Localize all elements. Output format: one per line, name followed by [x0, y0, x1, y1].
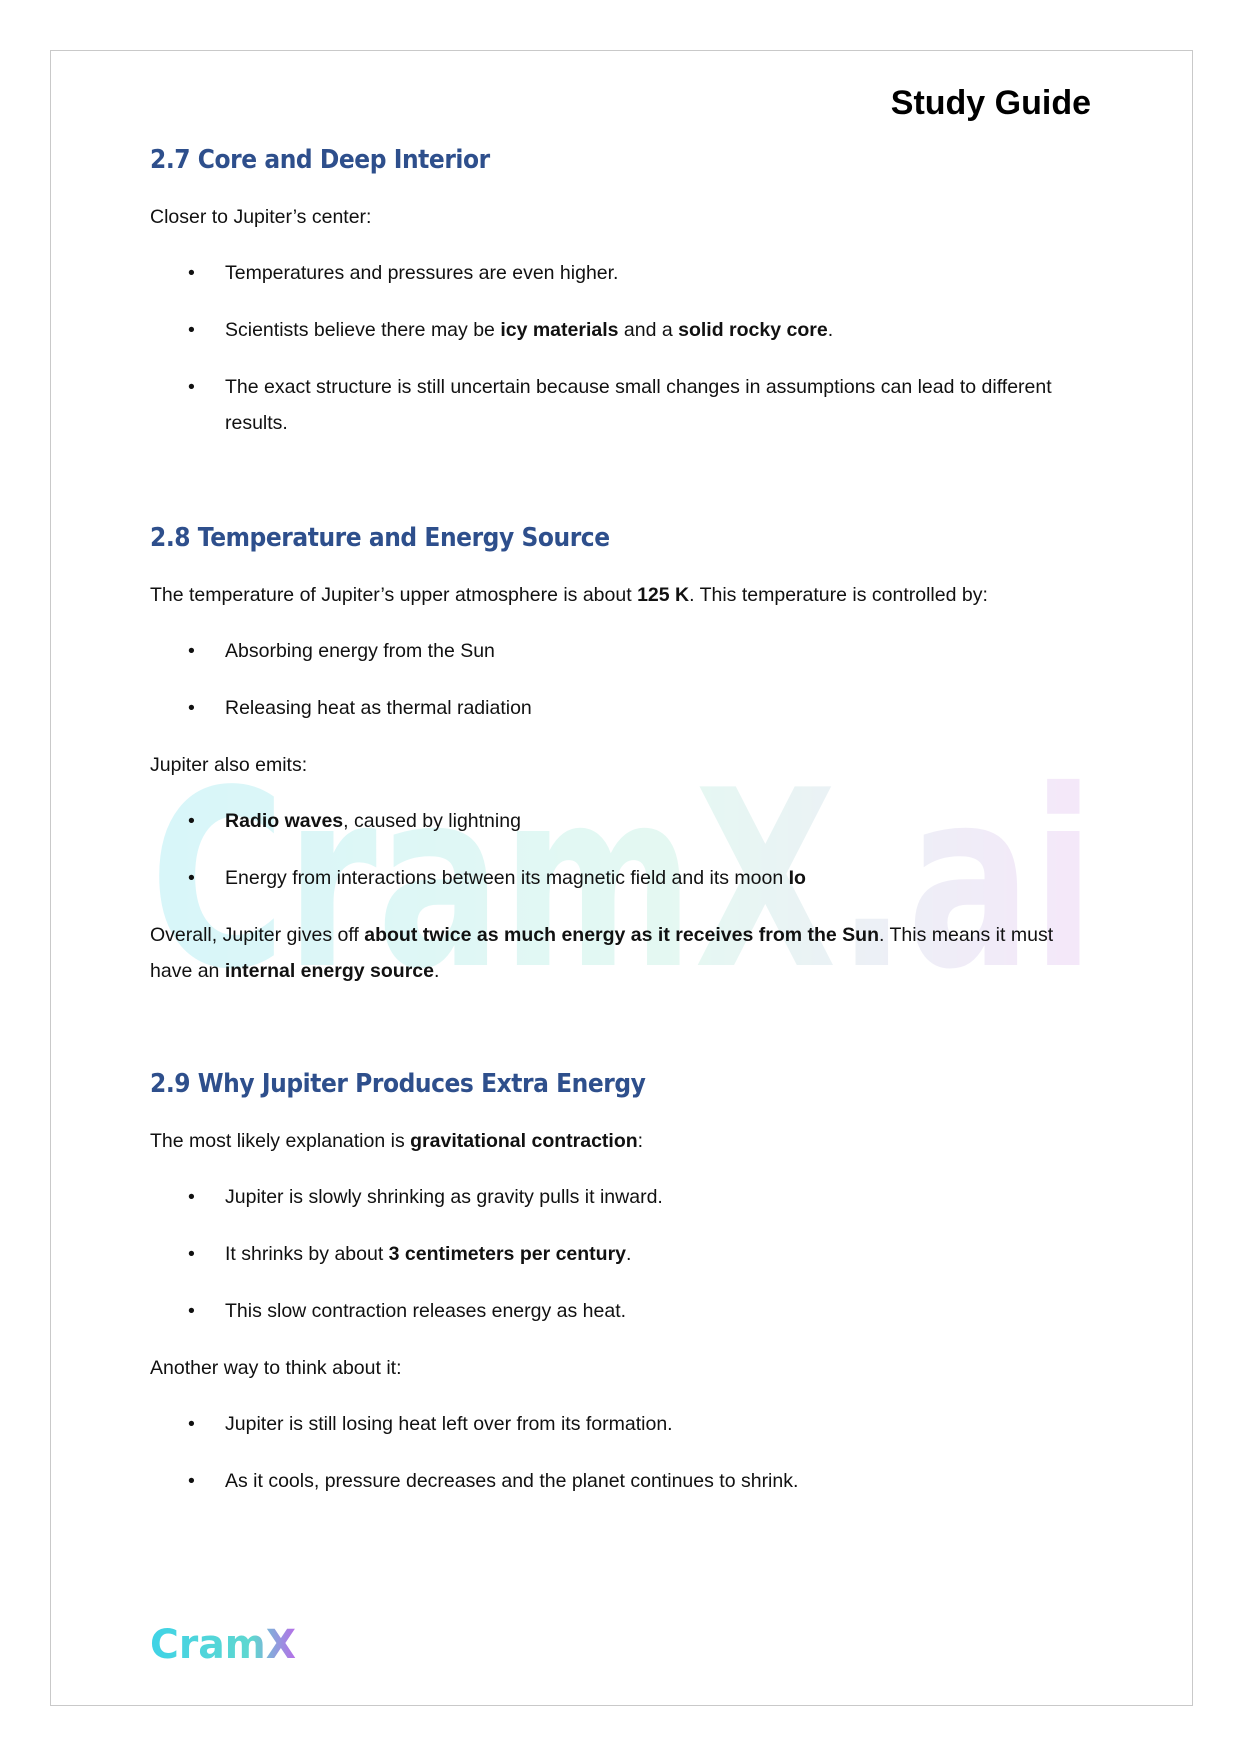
list-item: • The exact structure is still uncertain because small changes in assumptions can lead to different results.: [150, 369, 1090, 441]
bullet-icon: •: [188, 1243, 195, 1265]
bullet-list: [150, 1179, 1090, 1329]
bullet-icon: •: [188, 1413, 195, 1435]
bullet-icon: •: [188, 1470, 195, 1492]
section-2-7: [150, 145, 1090, 441]
bullet-list: [150, 803, 1090, 896]
bullet-icon: •: [188, 640, 195, 662]
section-intro: The temperature of Jupiter’s upper atmosphere is about 125 K. This temperature is controlled by:: [150, 584, 988, 606]
list-item: • This slow contraction releases energy as heat.: [150, 1293, 1090, 1329]
section-2-9: [150, 1069, 1090, 1499]
section-intro: The most likely explanation is gravitational contraction:: [150, 1130, 644, 1152]
main-content: [150, 145, 1090, 1520]
list-item: • Absorbing energy from the Sun: [150, 633, 1090, 669]
logo-text: CramX: [150, 1622, 297, 1668]
section-paragraph: Jupiter also emits:: [150, 754, 308, 776]
list-item: • Radio waves, caused by lightning: [150, 803, 1090, 839]
bullet-icon: •: [188, 376, 195, 398]
cramx-logo: [150, 1618, 300, 1668]
list-item: • Jupiter is slowly shrinking as gravity pulls it inward.: [150, 1179, 1090, 1215]
list-item: • Scientists believe there may be icy materials and a solid rocky core.: [150, 312, 1090, 348]
list-item: • Energy from interactions between its magnetic field and its moon Io: [150, 860, 1090, 896]
list-item: • Jupiter is still losing heat left over from its formation.: [150, 1406, 1090, 1442]
list-item: • Temperatures and pressures are even higher.: [150, 255, 1090, 291]
list-item: • It shrinks by about 3 centimeters per century.: [150, 1236, 1090, 1272]
bullet-icon: •: [188, 1186, 195, 1208]
bullet-icon: •: [188, 1300, 195, 1322]
section-heading: 2.8 Temperature and Energy Source: [150, 523, 610, 553]
bullet-icon: •: [188, 867, 195, 889]
bullet-icon: •: [188, 697, 195, 719]
list-item: • As it cools, pressure decreases and the planet continues to shrink.: [150, 1463, 1090, 1499]
document-title: Study Guide: [890, 84, 1091, 122]
bullet-icon: •: [188, 262, 195, 284]
section-paragraph: Another way to think about it:: [150, 1357, 402, 1379]
section-heading: 2.9 Why Jupiter Produces Extra Energy: [150, 1069, 646, 1099]
list-item: • Releasing heat as thermal radiation: [150, 690, 1090, 726]
section-2-8: [150, 523, 1090, 989]
bullet-list: [150, 1406, 1090, 1499]
bullet-icon: •: [188, 810, 195, 832]
section-intro: Closer to Jupiter’s center:: [150, 206, 372, 228]
watermark-text: CramX.ai: [150, 760, 1095, 990]
bullet-icon: •: [188, 319, 195, 341]
section-summary: Overall, Jupiter gives off about twice as much energy as it receives from the Sun. This means it must have an internal energy source.: [150, 924, 1054, 982]
bullet-list: [150, 633, 1090, 726]
bullet-list: [150, 255, 1090, 441]
section-heading: 2.7 Core and Deep Interior: [150, 145, 490, 175]
